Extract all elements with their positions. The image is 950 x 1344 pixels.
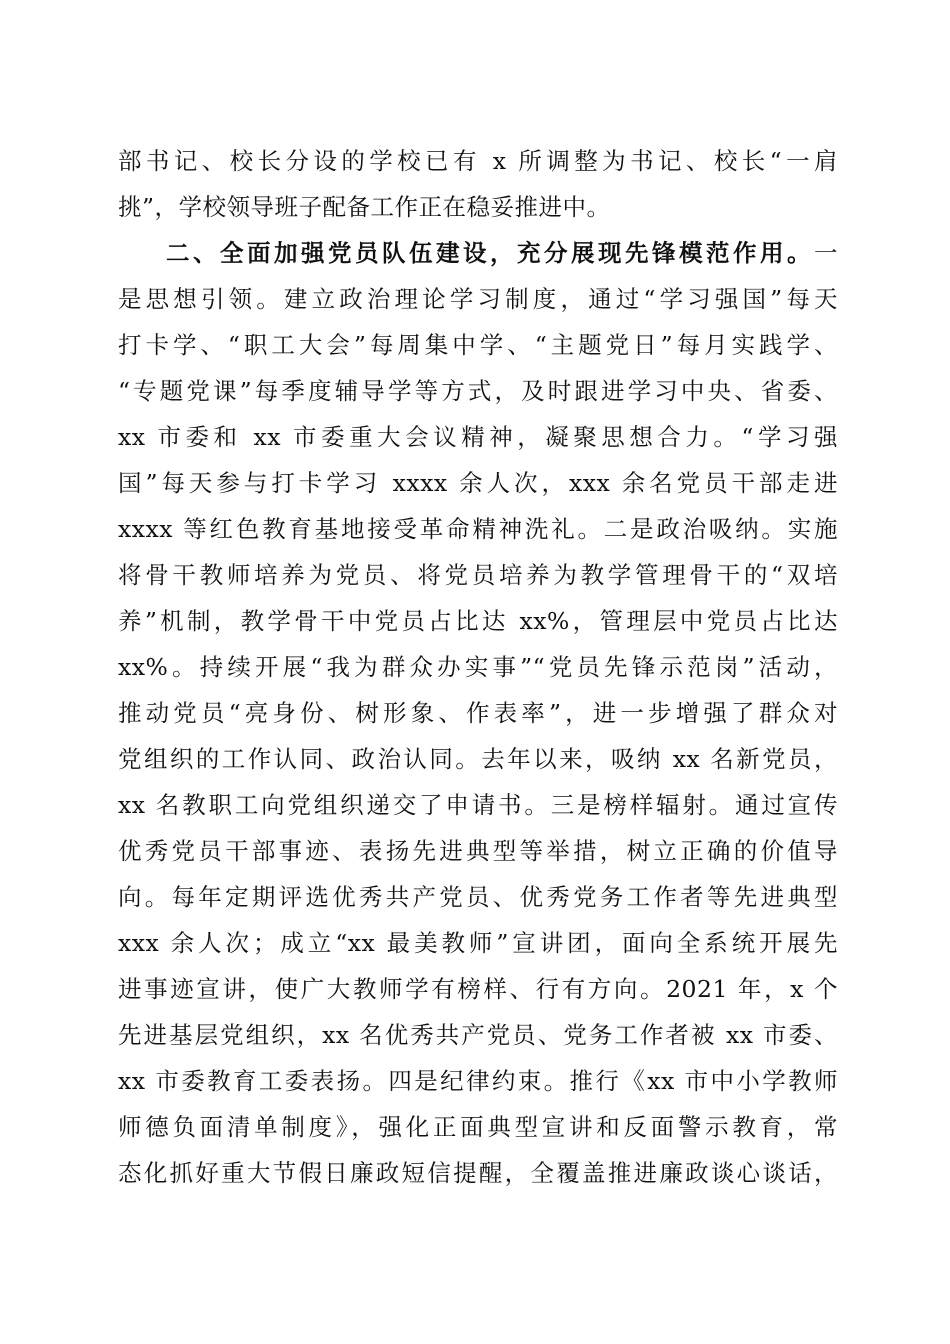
paragraph-line: 优秀党员干部事迹、表扬先进典型等举措，树立正确的价值导 bbox=[118, 837, 838, 865]
paragraph-text: 一 bbox=[814, 239, 838, 267]
paragraph-line: 推动党员“亮身份、树形象、作表率”，进一步增强了群众对 bbox=[118, 699, 838, 727]
paragraph-line: 养”机制，教学骨干中党员占比达 xx%，管理层中党员占比达 bbox=[118, 607, 838, 635]
paragraph-line: xx 名教职工向党组织递交了申请书。三是榜样辐射。通过宣传 bbox=[118, 791, 838, 819]
paragraph-line: 挑”，学校领导班子配备工作正在稳妥推进中。 bbox=[118, 193, 611, 221]
section-heading: 二、全面加强党员队伍建设，充分展现先锋模范作用。 bbox=[166, 239, 814, 267]
paragraph-line: 态化抓好重大节假日廉政短信提醒，全覆盖推进廉政谈心谈话， bbox=[118, 1159, 838, 1187]
paragraph-line: xxx 余人次；成立“xx 最美教师”宣讲团，面向全系统开展先 bbox=[118, 929, 838, 957]
paragraph-line: 部书记、校长分设的学校已有 x 所调整为书记、校长“一肩 bbox=[118, 147, 838, 175]
paragraph-line: 国”每天参与打卡学习 xxxx 余人次，xxx 余名党员干部走进 bbox=[118, 469, 838, 497]
paragraph-line: 将骨干教师培养为党员、将党员培养为教学管理骨干的“双培 bbox=[118, 561, 838, 589]
paragraph-line: 党组织的工作认同、政治认同。去年以来，吸纳 xx 名新党员， bbox=[118, 745, 838, 773]
paragraph-line: 打卡学、“职工大会”每周集中学、“主题党日”每月实践学、 bbox=[118, 331, 838, 359]
section-heading-line bbox=[166, 230, 838, 276]
paragraph-line: xx 市委和 xx 市委重大会议精神，凝聚思想合力。“学习强 bbox=[118, 423, 838, 451]
paragraph-line: 师德负面清单制度》，强化正面典型宣讲和反面警示教育，常 bbox=[118, 1113, 838, 1141]
paragraph-line: “专题党课”每季度辅导学等方式，及时跟进学习中央、省委、 bbox=[118, 377, 838, 405]
paragraph-line: 向。每年定期评选优秀共产党员、优秀党务工作者等先进典型 bbox=[118, 883, 838, 911]
paragraph-line: 是思想引领。建立政治理论学习制度，通过“学习强国”每天 bbox=[118, 285, 838, 313]
paragraph-line: xxxx 等红色教育基地接受革命精神洗礼。二是政治吸纳。实施 bbox=[118, 515, 838, 543]
paragraph-line: xx 市委教育工委表扬。四是纪律约束。推行《xx 市中小学教师 bbox=[118, 1067, 838, 1095]
paragraph-line: 先进基层党组织，xx 名优秀共产党员、党务工作者被 xx 市委、 bbox=[118, 1021, 838, 1049]
paragraph-line: xx%。持续开展“我为群众办实事”“党员先锋示范岗”活动， bbox=[118, 653, 838, 681]
paragraph-line: 进事迹宣讲，使广大教师学有榜样、行有方向。2021 年，x 个 bbox=[118, 975, 838, 1003]
